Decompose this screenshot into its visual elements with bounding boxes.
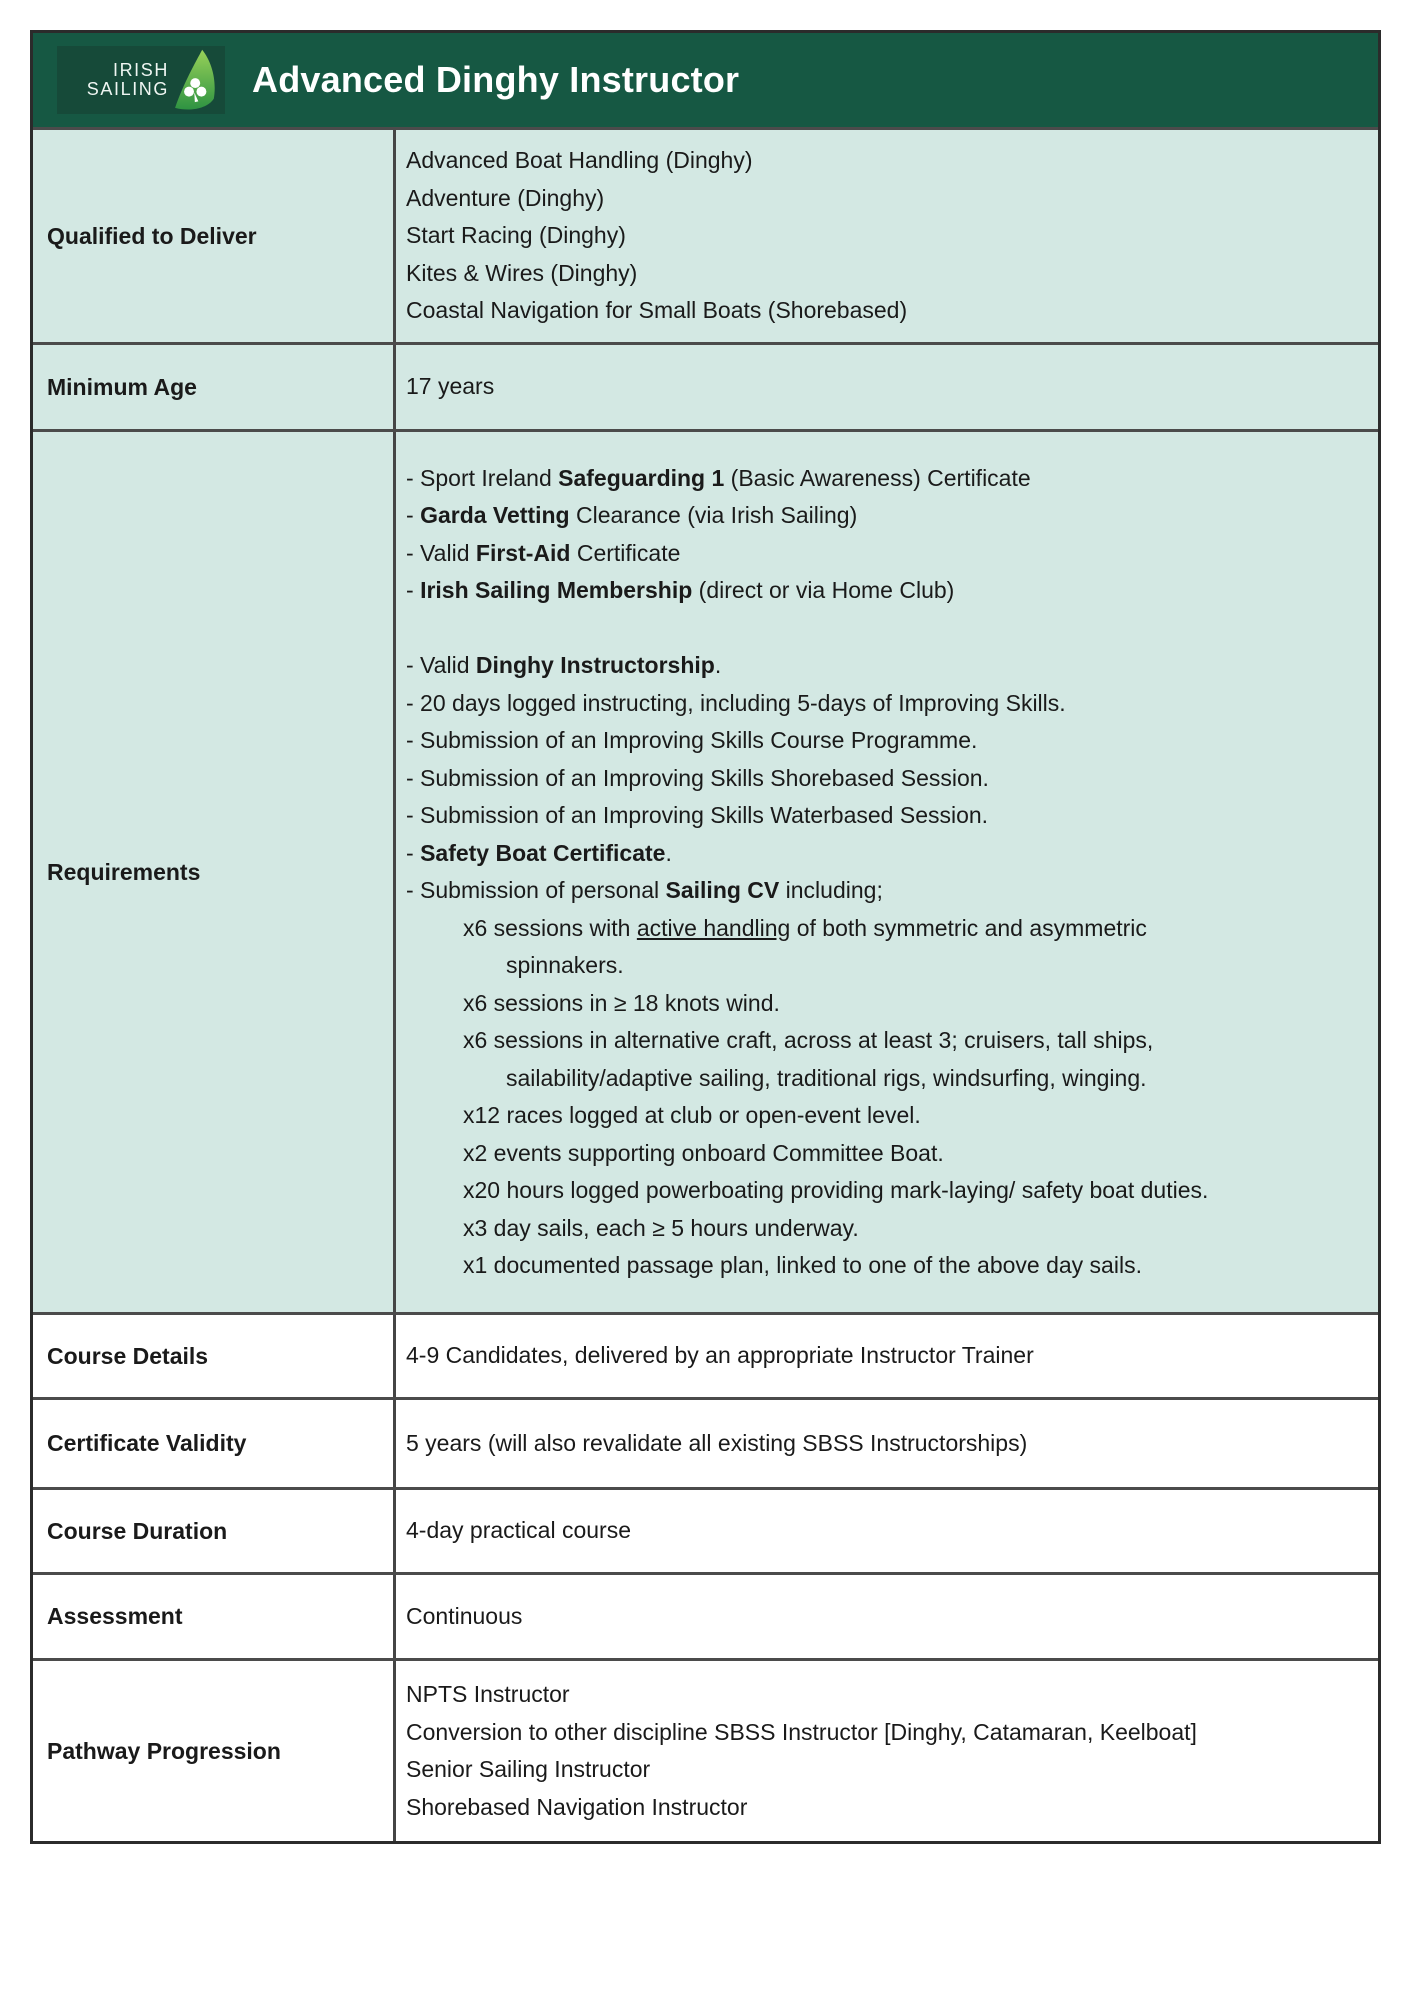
text-segment: - Valid	[406, 652, 476, 678]
text-line	[406, 1022, 1368, 1060]
text-segment: (Basic Awareness) Certificate	[724, 464, 1031, 491]
text-segment: active handling	[636, 914, 791, 941]
text-segment: Garda Vetting	[420, 502, 570, 528]
text-segment: - Sport Ireland	[406, 464, 559, 491]
text-segment: sailability/adaptive sailing, traditional rigs, windsurfing, winging.	[506, 1064, 1147, 1091]
logo-line-2: SAILING	[86, 79, 169, 99]
text-line	[406, 255, 1368, 293]
row-label: Course Details	[33, 1315, 396, 1397]
text-segment: including;	[779, 877, 883, 903]
text-line	[406, 1060, 1368, 1098]
text-line	[406, 835, 1368, 873]
row-content	[396, 130, 1378, 342]
table-row-course-duration	[33, 1487, 1378, 1572]
text-line	[406, 1135, 1368, 1173]
page-title: Advanced Dinghy Instructor	[252, 59, 740, 100]
text-segment: - Valid	[406, 539, 476, 566]
text-segment: Certificate	[570, 539, 681, 566]
text-line	[406, 1676, 1368, 1714]
text-segment: NPTS Instructor	[406, 1681, 570, 1707]
text-line	[406, 610, 1368, 648]
row-content	[396, 1315, 1378, 1397]
text-line	[406, 1512, 1368, 1550]
header-band	[33, 33, 1378, 127]
text-line	[406, 722, 1368, 760]
row-content	[396, 432, 1378, 1312]
table-row-requirements	[33, 429, 1378, 1312]
text-segment: x6 sessions in ≥ 18 knots wind.	[463, 989, 780, 1016]
text-segment: - Submission of an Improving Skills Shorebased Session.	[406, 764, 989, 791]
text-segment: Kites & Wires (Dinghy)	[406, 259, 638, 286]
text-line	[406, 142, 1368, 180]
text-segment: Advanced Boat Handling (Dinghy)	[406, 147, 753, 174]
text-segment: 5 years (will also revalidate all existing SBSS Instructorships)	[406, 1429, 1028, 1456]
text-segment: - Submission of an Improving Skills Course Programme.	[406, 727, 978, 753]
text-segment: of both symmetric and asymmetric	[790, 914, 1147, 941]
text-segment: - Submission of an Improving Skills Waterbased Session.	[406, 802, 989, 828]
text-segment: .	[714, 652, 722, 678]
text-segment: 17 years	[406, 373, 495, 400]
text-segment: x12 races logged at club or open-event level.	[463, 1102, 921, 1128]
text-segment: Safeguarding 1	[558, 464, 725, 491]
sail-shamrock-icon	[171, 49, 221, 111]
text-line	[406, 872, 1368, 910]
text-segment: Start Racing (Dinghy)	[406, 222, 626, 249]
text-segment: Clearance (via Irish Sailing)	[569, 502, 858, 528]
text-line	[406, 1097, 1368, 1135]
text-line	[406, 985, 1368, 1023]
row-label: Course Duration	[33, 1490, 396, 1572]
text-line	[406, 1247, 1368, 1285]
text-segment: Adventure (Dinghy)	[406, 184, 605, 211]
text-segment: spinnakers.	[506, 952, 624, 978]
row-content	[396, 1400, 1378, 1487]
logo-line-1: IRISH	[112, 60, 169, 80]
table-row-certificate-validity	[33, 1397, 1378, 1487]
text-line	[406, 910, 1368, 948]
table-row-assessment	[33, 1572, 1378, 1658]
text-segment: Dinghy Instructorship	[475, 652, 715, 678]
text-line	[406, 1337, 1368, 1375]
text-line	[406, 1210, 1368, 1248]
text-line	[406, 497, 1368, 535]
text-segment: x6 sessions with	[463, 914, 637, 941]
text-line	[406, 217, 1368, 255]
text-line	[406, 685, 1368, 723]
text-line	[406, 947, 1368, 985]
text-line	[406, 368, 1368, 406]
row-label: Requirements	[33, 432, 396, 1312]
table-row-minimum-age	[33, 342, 1378, 429]
text-segment: Safety Boat Certificate	[420, 839, 666, 866]
text-line	[406, 797, 1368, 835]
text-segment: First-Aid	[475, 539, 571, 566]
text-segment: - 20 days logged instructing, including 5-days of Improving Skills.	[406, 689, 1066, 716]
text-segment: -	[406, 502, 421, 528]
text-segment: x2 events supporting onboard Committee Boat.	[463, 1139, 944, 1166]
table-row-pathway-progression	[33, 1658, 1378, 1841]
text-line	[406, 292, 1368, 330]
text-segment: x6 sessions in alternative craft, across at least 3; cruisers, tall ships,	[463, 1027, 1154, 1053]
text-segment: 4-day practical course	[406, 1517, 631, 1544]
row-label: Certificate Validity	[33, 1400, 396, 1487]
logo-wordmark	[87, 61, 169, 99]
text-segment: .	[665, 839, 672, 866]
text-segment: Shorebased Navigation Instructor	[406, 1793, 748, 1820]
text-segment: -	[406, 577, 421, 603]
text-segment: x1 documented passage plan, linked to one of the above day sails.	[463, 1252, 1142, 1278]
row-label: Pathway Progression	[33, 1661, 396, 1841]
text-line	[406, 1789, 1368, 1827]
text-segment: - Submission of personal	[406, 877, 666, 903]
text-segment: Coastal Navigation for Small Boats (Shorebased)	[406, 297, 908, 324]
table-row-course-details	[33, 1312, 1378, 1397]
text-segment: Continuous	[406, 1602, 523, 1629]
course-table	[30, 30, 1381, 1844]
row-content	[396, 1575, 1378, 1658]
text-line	[406, 760, 1368, 798]
text-line	[406, 460, 1368, 498]
table-row-qualified-to-deliver	[33, 127, 1378, 342]
text-line	[406, 572, 1368, 610]
irish-sailing-logo	[57, 46, 225, 114]
text-line	[406, 1598, 1368, 1636]
row-content	[396, 1490, 1378, 1572]
text-line	[406, 1714, 1368, 1752]
row-label: Qualified to Deliver	[33, 130, 396, 342]
text-line	[406, 535, 1368, 573]
text-line	[406, 1425, 1368, 1463]
text-segment: x3 day sails, each ≥ 5 hours underway.	[463, 1214, 859, 1241]
text-segment: x20 hours logged powerboating providing mark-laying/ safety boat duties.	[463, 1177, 1209, 1203]
text-segment: 4-9 Candidates, delivered by an appropriate Instructor Trainer	[406, 1342, 1034, 1369]
text-line	[406, 1751, 1368, 1789]
row-label: Minimum Age	[33, 345, 396, 429]
row-content	[396, 345, 1378, 429]
text-segment: (direct or via Home Club)	[692, 577, 955, 603]
text-line	[406, 1172, 1368, 1210]
text-line	[406, 180, 1368, 218]
text-segment: Irish Sailing Membership	[420, 577, 693, 603]
row-content	[396, 1661, 1378, 1841]
text-segment: Conversion to other discipline SBSS Instructor [Dinghy, Catamaran, Keelboat]	[406, 1718, 1197, 1745]
text-segment: -	[406, 839, 421, 866]
text-segment: Senior Sailing Instructor	[406, 1756, 651, 1782]
text-line	[406, 647, 1368, 685]
text-segment: Sailing CV	[665, 877, 780, 903]
row-label: Assessment	[33, 1575, 396, 1658]
